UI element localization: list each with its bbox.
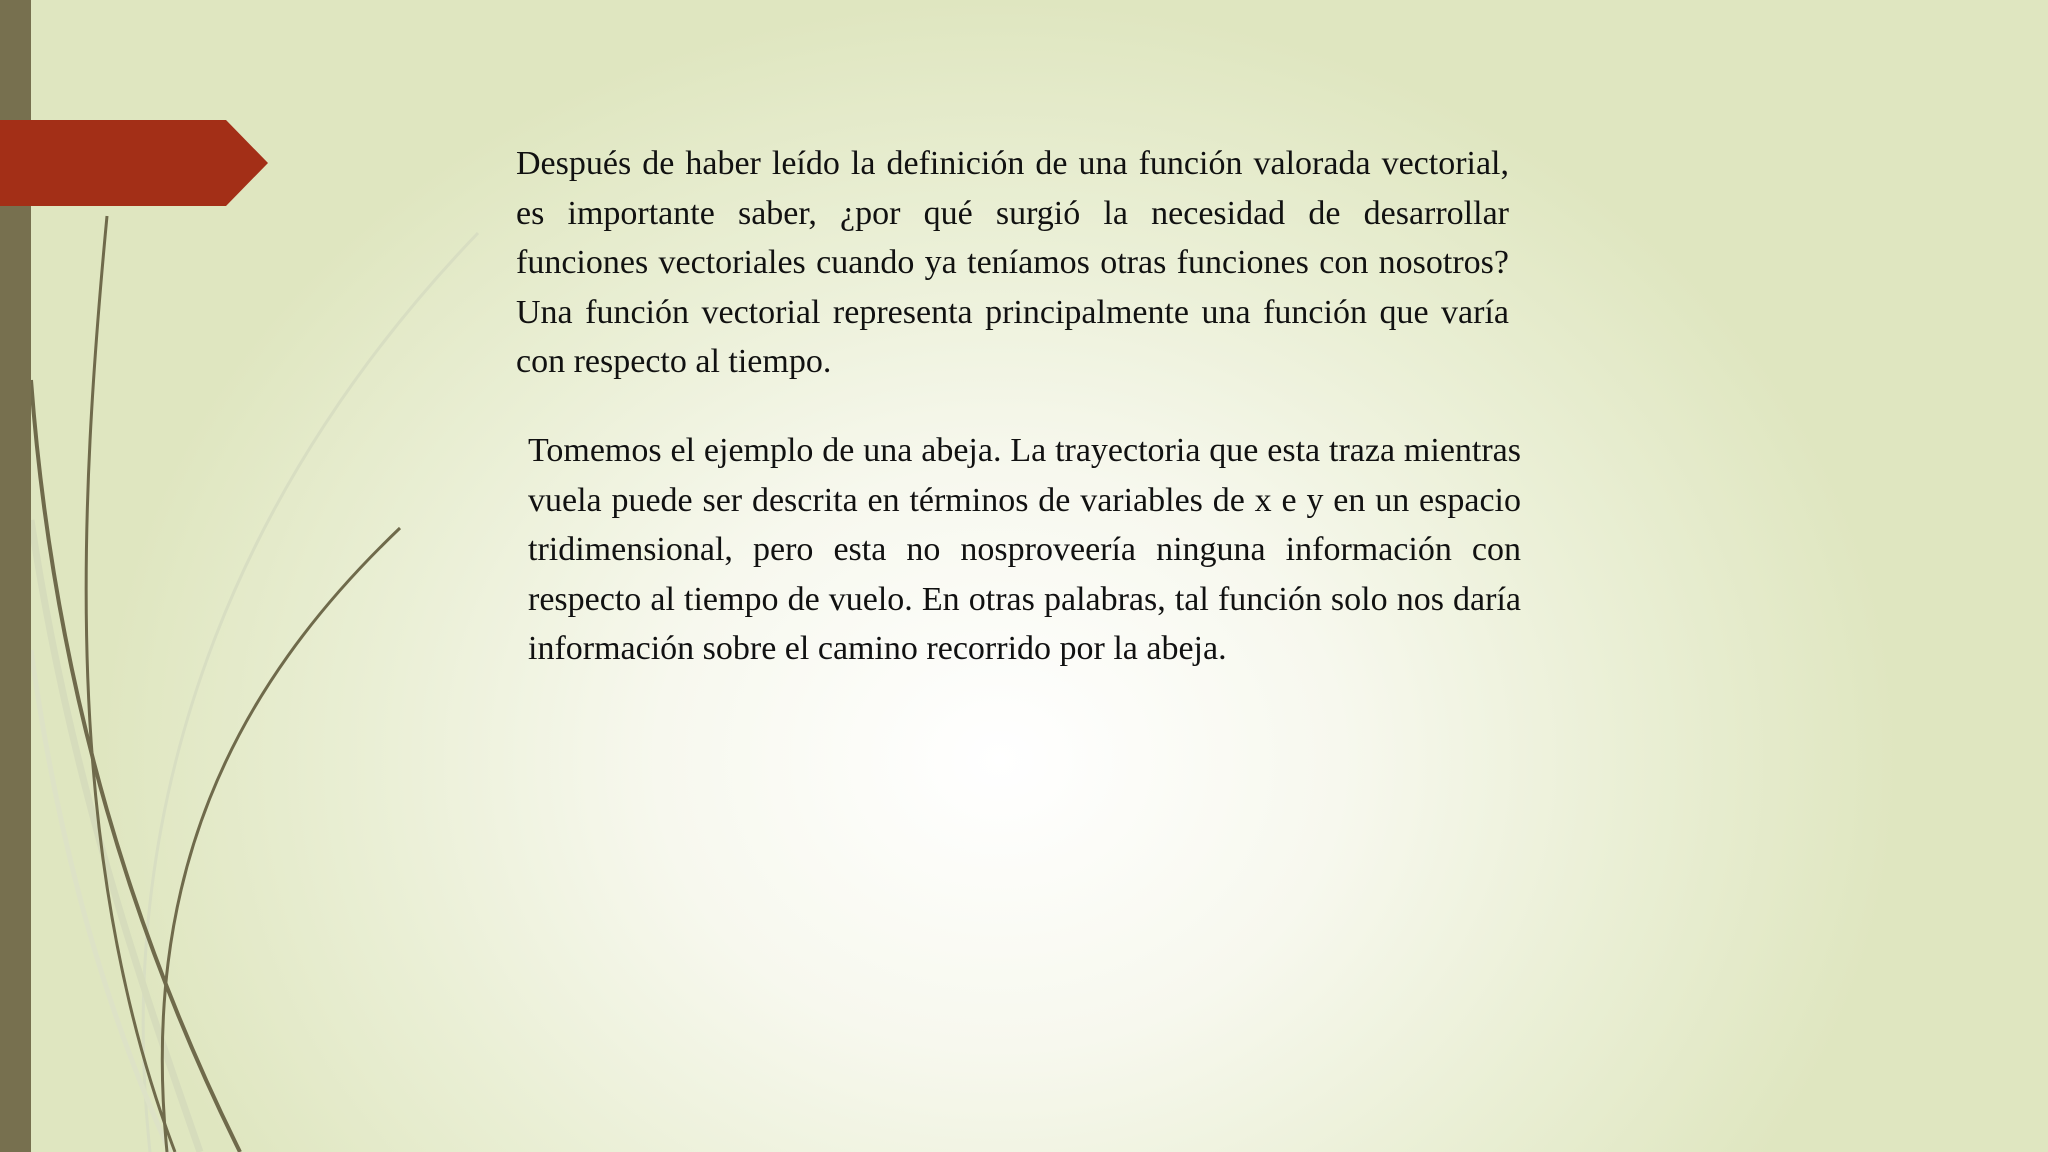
dark-curve-2 <box>31 380 240 1152</box>
paragraph-vector-functions-intro: Después de haber leído la definición de una función valorada vectorial, es importante saber, ¿por qué surgió la necesidad de desarrollar funciones vectoriales cuando ya teníamos otras funciones con nosotros? Una función vectorial representa principalmente una función que varía con respecto al tiempo. <box>516 145 1509 380</box>
light-curve-1 <box>143 233 478 1152</box>
red-arrow-tab <box>0 120 268 206</box>
paragraph-bee-example: Tomemos el ejemplo de una abeja. La trayectoria que esta traza mientras vuela puede ser descrita en términos de variables de x e y en un espacio tridimensional, pero esta no nosproveería ninguna información con respecto al tiempo de vuelo. En otras palabras, tal función solo nos daría información sobre el camino recorrido por la abeja. <box>528 432 1521 667</box>
dark-curve-1 <box>86 216 175 1152</box>
